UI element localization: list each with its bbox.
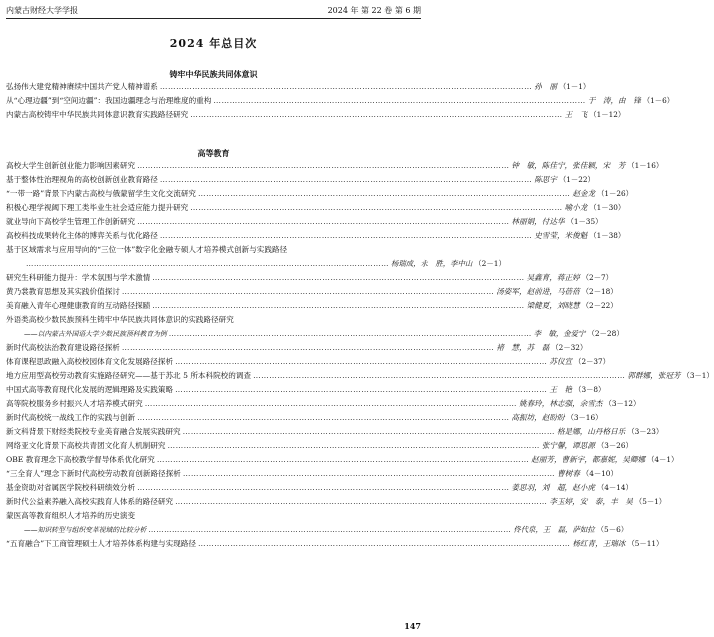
toc-entry[interactable]: 美育融入青年心理健康教育的互动路径探赜 ………………………………………………………………………………………………………………………… 梁健夏，刘晓慧 （2－22） bbox=[6, 299, 421, 313]
toc-entry-continuation[interactable]: ——以內蒙古外国语大学少数民族预科教育为例 ………………………………………………………………………………………………………………………… 李 敏，金爱宁 （2－28） bbox=[24, 327, 421, 341]
toc-entry[interactable]: 新文科背景下财经类院校专业美育融合发展实践研究 ………………………………………………………………………………………………………………………… 格是娜，山丹格日乐 （3－23） bbox=[6, 425, 421, 439]
toc-entry[interactable]: 基于整体性治理视角的高校创新创业教育路径 ………………………………………………………………………………………………………………………… 陈思宇 （1－22） bbox=[6, 173, 421, 187]
issue-info: 2024 年 第 22 卷 第 6 期 bbox=[327, 6, 421, 15]
toc-entry[interactable]: 高校科技成果转化主体的博弈关系与优化路径 ………………………………………………………………………………………………………………………… 史雪莹，米俊魁 （1－38） bbox=[6, 229, 421, 243]
toc-entry-continuation[interactable]: ………………………………………………………………………………………………………………………… 杨瑞成，永 胜，李中山 （2－1） bbox=[24, 257, 421, 271]
toc-entry[interactable]: 研究生科研能力提升：学术氛围与学术激情 ………………………………………………………………………………………………………………………… 吴鑫育，蒋正婷 （2－7） bbox=[6, 271, 421, 285]
toc-entry[interactable]: 中国式高等教育现代化发展的逻辑理路及实践策略 ………………………………………………………………………………………………………………………… 王 艳 （3－8） bbox=[6, 383, 421, 397]
toc-entry[interactable]: 积极心理学视阈下理工类毕业生社会适应能力提升研究 ………………………………………………………………………………………………………………………… 喻小龙 （1－30） bbox=[6, 201, 421, 215]
toc-entry[interactable]: 内蒙古高校铸牢中华民族共同体意识教育实践路径研究 ………………………………………………………………………………………………………………………… 王 飞 （1－12） bbox=[6, 108, 421, 122]
toc-entry[interactable]: 弘扬伟大建党精神赓续中国共产党人精神谱系 ………………………………………………………………………………………………………………………… 孙 丽 （1－1） bbox=[6, 80, 421, 94]
toc-entry[interactable]: 新时代高校法治教育建设路径探析 ………………………………………………………………………………………………………………………… 褚 慧，苏 磊 （2－32） bbox=[6, 341, 421, 355]
page-number: 147 bbox=[404, 621, 421, 631]
toc-entry[interactable]: “三全育人”理念下新时代高校劳动教育创新路径探析 ………………………………………………………………………………………………………………………… 曹树春 （4－10） bbox=[6, 467, 421, 481]
toc-entry-title[interactable]: 基于区域需求与应用导向的“三位一体”数字化金融专硕人才培养模式创新与实践路径 bbox=[6, 245, 288, 254]
toc-entry[interactable]: 基金资助对省属医学院校科研绩效分析 ………………………………………………………………………………………………………………………… 姜思羽，刘 超，赵小虎 （4－14） bbox=[6, 481, 421, 495]
toc-entry[interactable]: “一带一路”背景下内蒙古高校与俄蒙留学生文化交流研究 ………………………………………………………………………………………………………………………… 赵金龙 （1－26） bbox=[6, 187, 421, 201]
toc-entry[interactable]: 新时代高校统一战线工作的实践与创新 ………………………………………………………………………………………………………………………… 高振坊，赵盼盼 （3－16） bbox=[6, 411, 421, 425]
toc-entry[interactable]: 体育课程思政融入高校校园体育文化发展路径探析 ………………………………………………………………………………………………………………………… 苏仪宣 （2－37） bbox=[6, 355, 421, 369]
toc-entry[interactable]: OBE 教育理念下高校教学督导体系优化研究 ………………………………………………………………………………………………………………………… 赵丽芳，曹新宇，都嘉妮，吴卿娜 （4－1） bbox=[6, 453, 421, 467]
running-header bbox=[6, 3, 421, 19]
toc-entry-title[interactable]: 外语类高校少数民族预科生铸牢中华民族共同体意识的实践路径研究 bbox=[6, 315, 234, 324]
section-title-1: 铸牢中华民族共同体意识 bbox=[169, 69, 258, 79]
toc-entry[interactable]: 地方应用型高校劳动教育实施路径研究——基于苏北 5 所本科院校的调查 ………………………………………………………………………………………………………………………… 郭群娜，张冠芳 （3－1） bbox=[6, 369, 421, 383]
toc-entry[interactable]: 黄乃裳教育思想及其实践价值探讨 ………………………………………………………………………………………………………………………… 汤姿军，赵前进，马蓓蓓 （2－18） bbox=[6, 285, 421, 299]
journal-name: 内蒙古财经大学学报 bbox=[6, 6, 78, 15]
toc-entry[interactable]: 就业导向下高校学生管理工作创新研究 ………………………………………………………………………………………………………………………… 林丽娟，付达华 （1－35） bbox=[6, 215, 421, 229]
toc-entry[interactable]: 高校大学生创新创业能力影响因素研究 ………………………………………………………………………………………………………………………… 钟 敏，陈佳宁，张佳颖，宋 芳 （1－16） bbox=[6, 159, 421, 173]
toc-entry[interactable]: 高等院校服务乡村振兴人才培养模式研究 ………………………………………………………………………………………………………………………… 姚春玲，林志强，余雪杰 （3－12） bbox=[6, 397, 421, 411]
toc-entry-continuation[interactable]: ——知识转型与组织变革视域的比较分析 ………………………………………………………………………………………………………………………… 佟代泉，王 磊，萨如拉 （5－6） bbox=[24, 523, 421, 537]
toc-entry[interactable]: 网络亚文化背景下高校共青团文化育人机制研究 ………………………………………………………………………………………………………………………… 张宁馨，谭思源 （3－26） bbox=[6, 439, 421, 453]
toc-entry[interactable]: 新时代公益素养融入高校实践育人体系的路径研究 ………………………………………………………………………………………………………………………… 李玉婷，安 泰，丰 昊 （5－1） bbox=[6, 495, 421, 509]
section-title-2: 高等教育 bbox=[197, 148, 230, 158]
toc-entry[interactable]: “五育融合”下工商管理硕士人才培养体系构建与实现路径 ………………………………………………………………………………………………………………………… 杨红青，王瑞冰 （5－11） bbox=[6, 537, 421, 551]
page-title: 2024 年总目次 bbox=[169, 37, 258, 50]
toc-entry[interactable]: 从“心理边疆”到“空间边疆”：我国边疆理念与治理维度的重构 ………………………………………………………………………………………………………………………… 于 涛，由 锋 （1－6） bbox=[6, 94, 421, 108]
toc-entry-title[interactable]: 蒙医高等教育组织人才培养的历史演变 bbox=[6, 511, 136, 520]
